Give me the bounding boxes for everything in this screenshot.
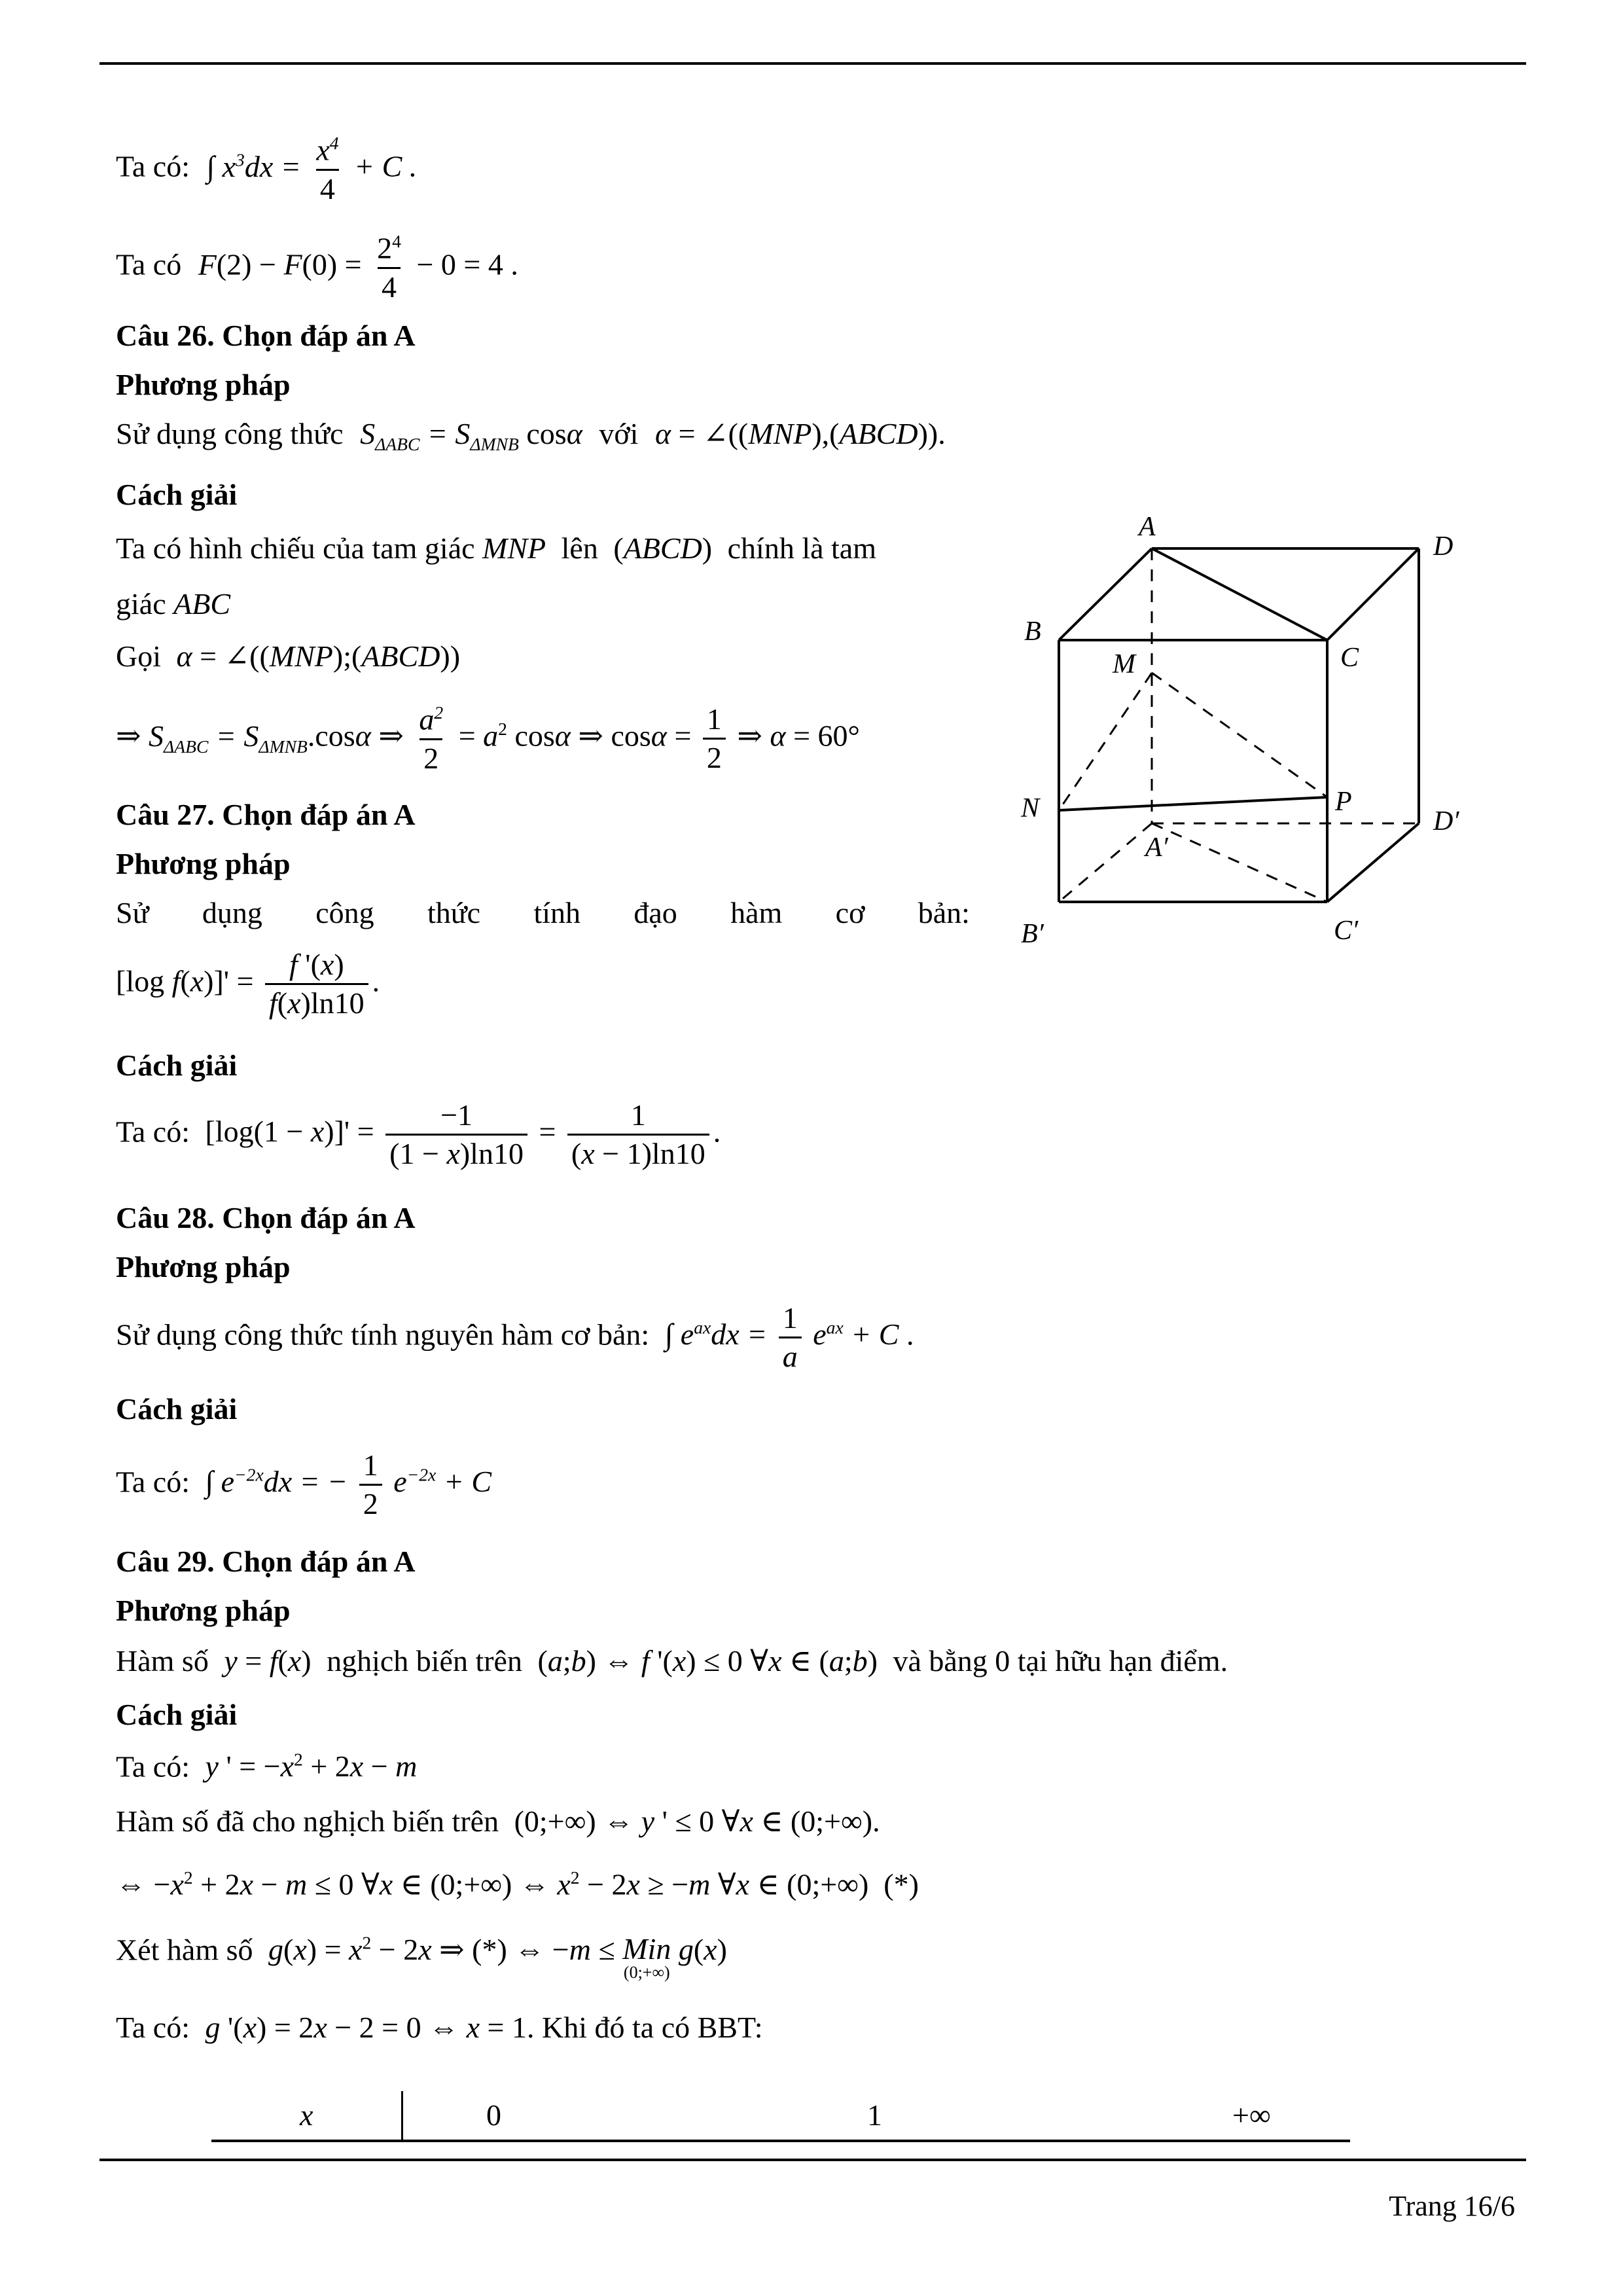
- q29-heading: Câu 29. Chọn đáp án A: [116, 1545, 416, 1578]
- line-29-consider: Xét hàm số $g(x) = x^2 - 2x$ ⇒ (*) ⇔ −m ≤ Min (0;+∞) g(x): [116, 1932, 727, 1982]
- q26-heading: Câu 26. Chọn đáp án A: [116, 319, 416, 352]
- label-D: D: [1433, 531, 1454, 562]
- q27-solution-heading: Cách giải: [116, 1049, 238, 1082]
- line-26-result: ⇒ $S_{\Delta ABC} = S_{\Delta MNB}.\cos\alpha$ ⇒ $\frac{a^2}{2}$ = $a^2$ cosα ⇒ cosα = $\frac{1}{2}$ ⇒ α = 60°: [116, 702, 860, 775]
- line-27-result: Ta có: [log(1 − x)]' = $\frac{-1}{(1 - x)\ln 10}$ = $\frac{1}{(x - 1)\ln 10}$ .: [116, 1098, 721, 1171]
- label-C-prime: C′: [1334, 916, 1359, 946]
- line-29-condition: Hàm số đã cho nghịch biến trên (0;+∞) ⇔ y ' ≤ 0 ∀x ∈ (0;+∞).: [116, 1804, 880, 1838]
- top-rule: [99, 62, 1526, 65]
- line-29-equivalence: ⇔ $-x^2 + 2x - m \le 0$ ∀x ∈ (0;+∞) ⇔ $x^2 - 2x \ge -m$ ∀x ∈ (0;+∞) (*): [116, 1867, 919, 1901]
- label-N: N: [1021, 793, 1040, 823]
- line-28-result: Ta có: ∫ $e^{-2x}dx$ = − $\frac{1}{2}$ $e^{-2x} + C$: [116, 1448, 492, 1521]
- table-header-inf: +∞: [1232, 2098, 1271, 2132]
- label-A-prime: A′: [1145, 833, 1168, 863]
- line-26-formula: Sử dụng công thức $S_{\Delta ABC} = S_{\Delta MNB}$ cosα với α = ∠((MNP),(ABCD)).: [116, 417, 946, 455]
- cube-figure: [1008, 511, 1479, 969]
- label-B-prime: B′: [1021, 919, 1044, 949]
- q29-method-heading: Phương pháp: [116, 1594, 291, 1627]
- line-27-formula: [log f(x)]' = $\frac{f '(x)}{f(x)\ln 10}$ .: [116, 948, 380, 1020]
- q26-method-heading: Phương pháp: [116, 368, 291, 401]
- line-F2-F0: Ta có F(2) − F(0) = $\frac{2^4}{4}$ − 0 = 4 .: [116, 231, 518, 304]
- line-28-formula: Sử dụng công thức tính nguyên hàm cơ bản: ∫ $e^{ax}dx$ = $\frac{1}{a}$ $e^{ax} + C$ .: [116, 1301, 914, 1374]
- q28-heading: Câu 28. Chọn đáp án A: [116, 1201, 416, 1234]
- page-number: Trang 16/6: [1389, 2190, 1515, 2222]
- label-B: B: [1024, 617, 1041, 647]
- line-integral-x3: Ta có: ∫ $x^3dx$ = $\frac{x^4}{4}$ + C .: [116, 133, 418, 206]
- label-A: A: [1139, 512, 1156, 542]
- line-26-abc: giác ABC: [116, 587, 231, 620]
- table-divider: [401, 2091, 403, 2140]
- line-29-derivative: Ta có: y ' = $-x^2 + 2x - m$: [116, 1749, 418, 1784]
- bottom-rule: [99, 2159, 1526, 2161]
- label-M: M: [1113, 649, 1135, 679]
- q29-solution-heading: Cách giải: [116, 1698, 238, 1731]
- q26-solution-heading: Cách giải: [116, 478, 238, 511]
- label-C: C: [1340, 643, 1359, 673]
- line-27-justified: Sử dụng công thức tính đạo hàm cơ bản:: [116, 896, 970, 929]
- q27-heading: Câu 27. Chọn đáp án A: [116, 798, 416, 831]
- q28-solution-heading: Cách giải: [116, 1392, 238, 1426]
- q28-method-heading: Phương pháp: [116, 1250, 291, 1283]
- line-29-method: Hàm số y = f(x) nghịch biến trên (a;b) ⇔ f '(x) ≤ 0 ∀x ∈ (a;b) và bằng 0 tại hữu hạn điểm.: [116, 1644, 1228, 1677]
- table-header-0: 0: [486, 2098, 501, 2132]
- line-29-gprime: Ta có: g '(x) = 2x − 2 = 0 ⇔ x = 1. Khi đó ta có BBT:: [116, 2011, 763, 2044]
- label-P: P: [1335, 787, 1352, 817]
- table-header-x: x: [300, 2098, 313, 2132]
- line-26-alpha: Gọi α = ∠((MNP);(ABCD)): [116, 639, 461, 673]
- table-header-1: 1: [867, 2098, 882, 2132]
- line-26-projection: Ta có hình chiếu của tam giác MNP lên (ABCD) chính là tam: [116, 531, 876, 565]
- q27-method-heading: Phương pháp: [116, 847, 291, 880]
- variation-table: [211, 2091, 1350, 2142]
- label-D-prime: D′: [1433, 806, 1459, 836]
